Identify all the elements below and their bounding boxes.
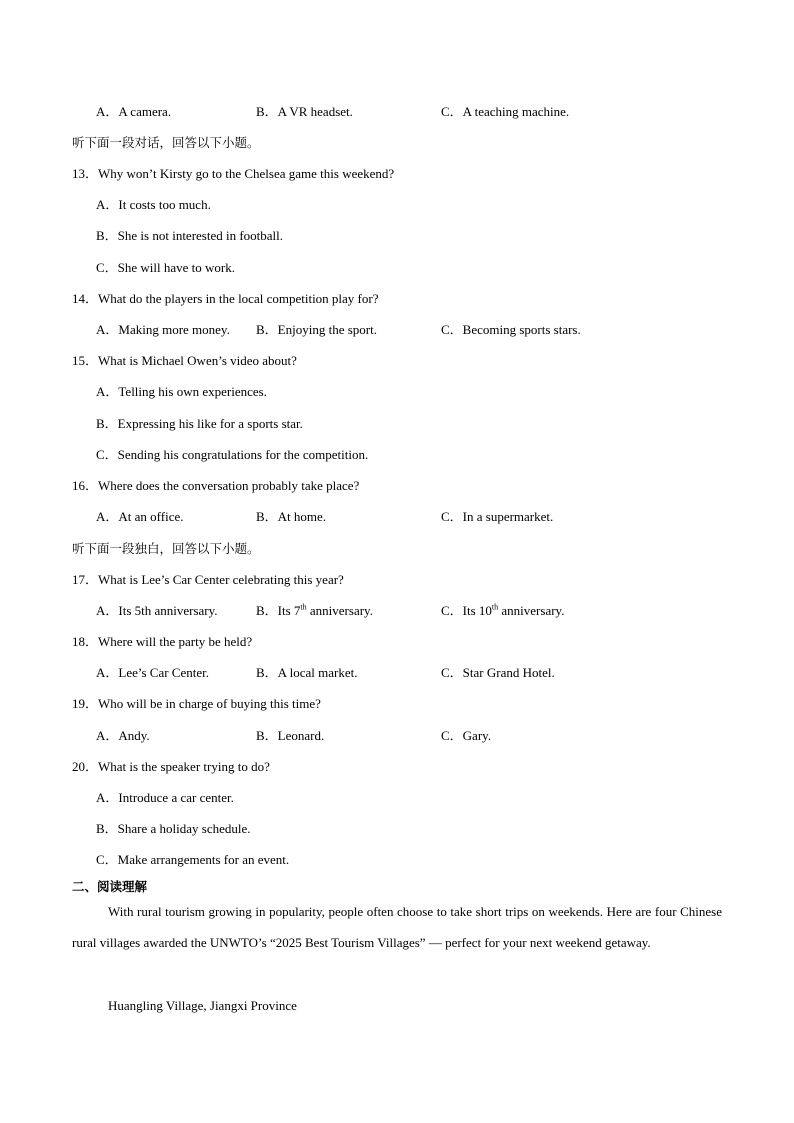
monologue-instruction: 听下面一段独白，回答以下小题。	[72, 541, 260, 556]
q16-option-b: B．At home.	[256, 509, 327, 524]
q12-option-a: A．A camera.	[96, 104, 172, 119]
q16-question: 16．Where does the conversation probably take place?	[72, 478, 360, 493]
village-heading-huangling: Huangling Village, Jiangxi Province	[108, 998, 297, 1013]
q20-question: 20．What is the speaker trying to do?	[72, 759, 270, 774]
q20-option-c: C．Make arrangements for an event.	[96, 852, 290, 867]
section-reading-heading: 二、阅读理解	[72, 879, 148, 894]
q17-option-b-tail: anniversary.	[306, 603, 373, 618]
q17-option-a: A．Its 5th anniversary.	[96, 603, 218, 618]
q20-option-a: A．Introduce a car center.	[96, 790, 234, 805]
q18-option-b: B．A local market.	[256, 665, 358, 680]
q15-option-b: B．Expressing his like for a sports star.	[96, 416, 303, 431]
dialogue-instruction: 听下面一段对话，回答以下小题。	[72, 135, 260, 150]
q14-option-c: C．Becoming sports stars.	[441, 322, 581, 337]
q20-option-b: B．Share a holiday schedule.	[96, 821, 251, 836]
q14-question: 14．What do the players in the local competition play for?	[72, 291, 379, 306]
q16-option-a: A．At an office.	[96, 509, 184, 524]
q14-option-a: A．Making more money.	[96, 322, 230, 337]
q19-option-b: B．Leonard.	[256, 728, 325, 743]
q15-question: 15．What is Michael Owen’s video about?	[72, 353, 297, 368]
q17-option-b-ordinal: th	[300, 602, 307, 612]
reading-intro-paragraph: With rural tourism growing in popularity, people often choose to take short trips on weekends. Here are four Chinese rural villages awarded the UNWTO’s “2025 Best Tourism Villages” — perfect for your next weekend getaway.	[72, 904, 722, 950]
q17-question: 17．What is Lee’s Car Center celebrating this year?	[72, 572, 344, 587]
q15-option-c: C．Sending his congratulations for the competition.	[96, 447, 369, 462]
q19-question: 19．Who will be in charge of buying this time?	[72, 696, 321, 711]
q13-option-c: C．She will have to work.	[96, 260, 236, 275]
q12-option-c: C．A teaching machine.	[441, 104, 570, 119]
q13-question: 13．Why won’t Kirsty go to the Chelsea game this weekend?	[72, 166, 395, 181]
q17-option-c-main: C．Its 10	[441, 603, 492, 618]
q16-option-c: C．In a supermarket.	[441, 509, 554, 524]
q18-option-a: A．Lee’s Car Center.	[96, 665, 209, 680]
q19-option-c: C．Gary.	[441, 728, 492, 743]
q14-option-b: B．Enjoying the sport.	[256, 322, 377, 337]
q12-option-b: B．A VR headset.	[256, 104, 353, 119]
q19-option-a: A．Andy.	[96, 728, 150, 743]
q18-option-c: C．Star Grand Hotel.	[441, 665, 555, 680]
q13-option-a: A．It costs too much.	[96, 197, 211, 212]
q18-question: 18．Where will the party be held?	[72, 634, 253, 649]
q17-option-c-ordinal: th	[491, 602, 499, 612]
q13-option-b: B．She is not interested in football.	[96, 228, 284, 243]
q17-option-b	[256, 603, 373, 619]
q15-option-a: A．Telling his own experiences.	[96, 384, 267, 399]
q17-option-b-main: B．Its 7	[256, 603, 301, 618]
q17-option-c	[441, 603, 564, 619]
q17-option-c-tail: anniversary.	[498, 603, 565, 618]
